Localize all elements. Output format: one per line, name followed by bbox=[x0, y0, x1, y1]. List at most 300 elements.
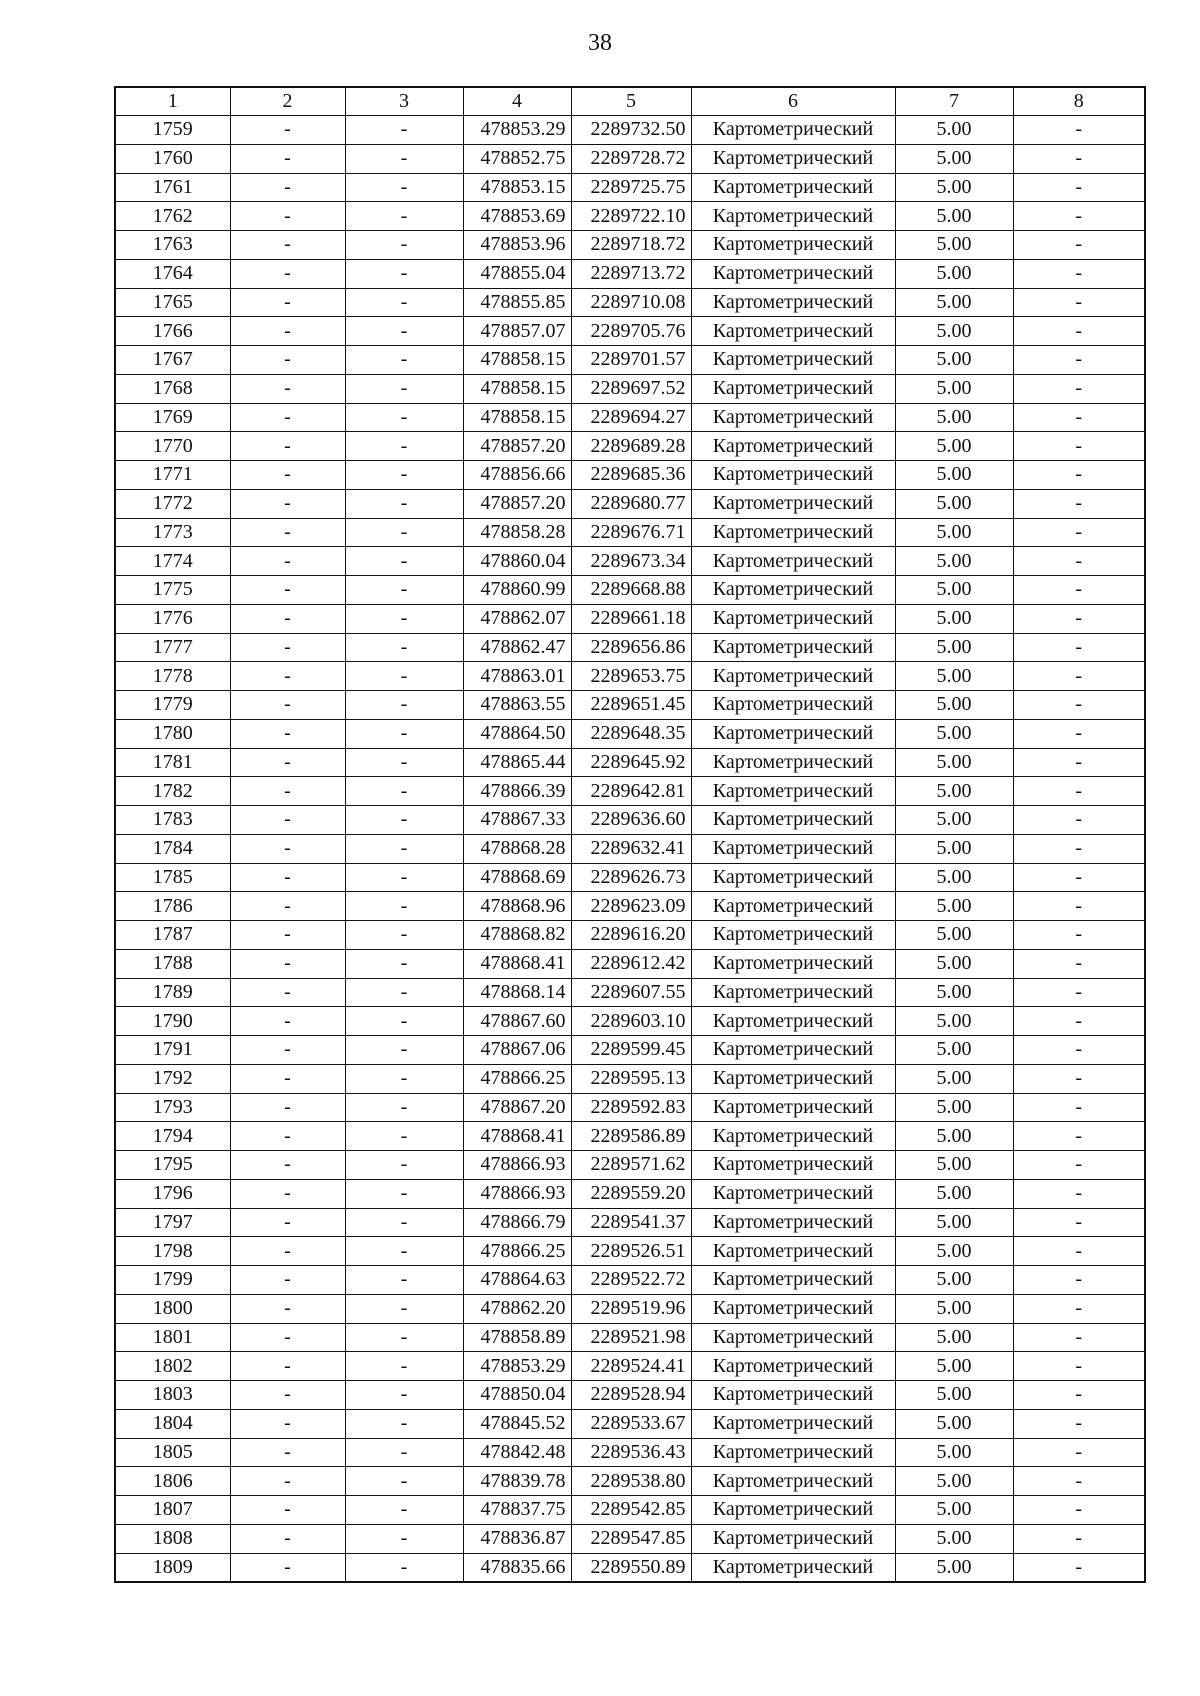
col2-cell: - bbox=[230, 1122, 345, 1151]
table-row bbox=[115, 949, 1145, 978]
x-coordinate-cell: 478865.44 bbox=[463, 748, 571, 777]
x-coordinate-cell: 478856.66 bbox=[463, 461, 571, 490]
point-number-cell: 1800 bbox=[115, 1294, 230, 1323]
col2-cell: - bbox=[230, 317, 345, 346]
col8-cell: - bbox=[1013, 576, 1145, 605]
x-coordinate-cell: 478845.52 bbox=[463, 1409, 571, 1438]
y-coordinate-cell: 2289599.45 bbox=[571, 1036, 691, 1065]
y-coordinate-cell: 2289705.76 bbox=[571, 317, 691, 346]
x-coordinate-cell: 478858.15 bbox=[463, 403, 571, 432]
col3-cell: - bbox=[345, 1266, 463, 1295]
method-cell: Картометрический bbox=[691, 576, 895, 605]
x-coordinate-cell: 478868.28 bbox=[463, 834, 571, 863]
method-cell: Картометрический bbox=[691, 863, 895, 892]
x-coordinate-cell: 478867.20 bbox=[463, 1093, 571, 1122]
y-coordinate-cell: 2289526.51 bbox=[571, 1237, 691, 1266]
col3-cell: - bbox=[345, 173, 463, 202]
accuracy-cell: 5.00 bbox=[895, 1496, 1013, 1525]
y-coordinate-cell: 2289653.75 bbox=[571, 662, 691, 691]
table-row bbox=[115, 1036, 1145, 1065]
x-coordinate-cell: 478864.50 bbox=[463, 719, 571, 748]
col3-cell: - bbox=[345, 259, 463, 288]
x-coordinate-cell: 478853.15 bbox=[463, 173, 571, 202]
col8-cell: - bbox=[1013, 1036, 1145, 1065]
y-coordinate-cell: 2289645.92 bbox=[571, 748, 691, 777]
table-row bbox=[115, 231, 1145, 260]
y-coordinate-cell: 2289632.41 bbox=[571, 834, 691, 863]
col8-cell: - bbox=[1013, 116, 1145, 145]
x-coordinate-cell: 478862.20 bbox=[463, 1294, 571, 1323]
method-cell: Картометрический bbox=[691, 173, 895, 202]
y-coordinate-cell: 2289528.94 bbox=[571, 1381, 691, 1410]
point-number-cell: 1766 bbox=[115, 317, 230, 346]
table-row bbox=[115, 691, 1145, 720]
table-row bbox=[115, 1496, 1145, 1525]
method-cell: Картометрический bbox=[691, 1179, 895, 1208]
method-cell: Картометрический bbox=[691, 317, 895, 346]
col8-cell: - bbox=[1013, 202, 1145, 231]
y-coordinate-cell: 2289636.60 bbox=[571, 806, 691, 835]
col2-cell: - bbox=[230, 1553, 345, 1582]
method-cell: Картометрический bbox=[691, 1352, 895, 1381]
table-row bbox=[115, 863, 1145, 892]
col2-cell: - bbox=[230, 346, 345, 375]
table-row bbox=[115, 1266, 1145, 1295]
y-coordinate-cell: 2289701.57 bbox=[571, 346, 691, 375]
col3-cell: - bbox=[345, 1323, 463, 1352]
y-coordinate-cell: 2289697.52 bbox=[571, 374, 691, 403]
x-coordinate-cell: 478853.96 bbox=[463, 231, 571, 260]
method-cell: Картометрический bbox=[691, 777, 895, 806]
col3-cell: - bbox=[345, 691, 463, 720]
page-number: 38 bbox=[588, 30, 612, 56]
col8-cell: - bbox=[1013, 1409, 1145, 1438]
accuracy-cell: 5.00 bbox=[895, 633, 1013, 662]
table-row bbox=[115, 288, 1145, 317]
col2-cell: - bbox=[230, 633, 345, 662]
point-number-cell: 1791 bbox=[115, 1036, 230, 1065]
table-row bbox=[115, 978, 1145, 1007]
accuracy-cell: 5.00 bbox=[895, 461, 1013, 490]
accuracy-cell: 5.00 bbox=[895, 662, 1013, 691]
col3-cell: - bbox=[345, 863, 463, 892]
y-coordinate-cell: 2289676.71 bbox=[571, 518, 691, 547]
col3-cell: - bbox=[345, 1122, 463, 1151]
method-cell: Картометрический bbox=[691, 1007, 895, 1036]
point-number-cell: 1793 bbox=[115, 1093, 230, 1122]
point-number-cell: 1789 bbox=[115, 978, 230, 1007]
col3-cell: - bbox=[345, 748, 463, 777]
accuracy-cell: 5.00 bbox=[895, 374, 1013, 403]
method-cell: Картометрический bbox=[691, 547, 895, 576]
accuracy-cell: 5.00 bbox=[895, 921, 1013, 950]
x-coordinate-cell: 478835.66 bbox=[463, 1553, 571, 1582]
accuracy-cell: 5.00 bbox=[895, 691, 1013, 720]
table-row bbox=[115, 892, 1145, 921]
y-coordinate-cell: 2289668.88 bbox=[571, 576, 691, 605]
y-coordinate-cell: 2289661.18 bbox=[571, 604, 691, 633]
col8-cell: - bbox=[1013, 1237, 1145, 1266]
col2-cell: - bbox=[230, 231, 345, 260]
y-coordinate-cell: 2289713.72 bbox=[571, 259, 691, 288]
accuracy-cell: 5.00 bbox=[895, 1467, 1013, 1496]
y-coordinate-cell: 2289612.42 bbox=[571, 949, 691, 978]
col8-cell: - bbox=[1013, 892, 1145, 921]
header-row bbox=[115, 87, 1145, 116]
y-coordinate-cell: 2289538.80 bbox=[571, 1467, 691, 1496]
y-coordinate-cell: 2289522.72 bbox=[571, 1266, 691, 1295]
table-row bbox=[115, 374, 1145, 403]
col8-cell: - bbox=[1013, 432, 1145, 461]
accuracy-cell: 5.00 bbox=[895, 719, 1013, 748]
col3-cell: - bbox=[345, 777, 463, 806]
y-coordinate-cell: 2289616.20 bbox=[571, 921, 691, 950]
accuracy-cell: 5.00 bbox=[895, 978, 1013, 1007]
y-coordinate-cell: 2289689.28 bbox=[571, 432, 691, 461]
col8-cell: - bbox=[1013, 633, 1145, 662]
col2-cell: - bbox=[230, 1266, 345, 1295]
x-coordinate-cell: 478857.20 bbox=[463, 489, 571, 518]
column-header: 1 bbox=[115, 87, 230, 116]
col3-cell: - bbox=[345, 116, 463, 145]
col2-cell: - bbox=[230, 1237, 345, 1266]
col2-cell: - bbox=[230, 1496, 345, 1525]
accuracy-cell: 5.00 bbox=[895, 432, 1013, 461]
col3-cell: - bbox=[345, 1093, 463, 1122]
col8-cell: - bbox=[1013, 1294, 1145, 1323]
x-coordinate-cell: 478839.78 bbox=[463, 1467, 571, 1496]
y-coordinate-cell: 2289680.77 bbox=[571, 489, 691, 518]
col2-cell: - bbox=[230, 432, 345, 461]
col8-cell: - bbox=[1013, 518, 1145, 547]
col3-cell: - bbox=[345, 231, 463, 260]
table-header bbox=[115, 87, 1145, 116]
col2-cell: - bbox=[230, 489, 345, 518]
x-coordinate-cell: 478867.06 bbox=[463, 1036, 571, 1065]
col3-cell: - bbox=[345, 547, 463, 576]
y-coordinate-cell: 2289542.85 bbox=[571, 1496, 691, 1525]
x-coordinate-cell: 478863.55 bbox=[463, 691, 571, 720]
accuracy-cell: 5.00 bbox=[895, 1064, 1013, 1093]
point-number-cell: 1779 bbox=[115, 691, 230, 720]
col3-cell: - bbox=[345, 1208, 463, 1237]
col2-cell: - bbox=[230, 1007, 345, 1036]
col8-cell: - bbox=[1013, 317, 1145, 346]
accuracy-cell: 5.00 bbox=[895, 173, 1013, 202]
accuracy-cell: 5.00 bbox=[895, 892, 1013, 921]
y-coordinate-cell: 2289728.72 bbox=[571, 144, 691, 173]
method-cell: Картометрический bbox=[691, 1496, 895, 1525]
col8-cell: - bbox=[1013, 777, 1145, 806]
col8-cell: - bbox=[1013, 604, 1145, 633]
accuracy-cell: 5.00 bbox=[895, 489, 1013, 518]
table-row bbox=[115, 116, 1145, 145]
col3-cell: - bbox=[345, 461, 463, 490]
col8-cell: - bbox=[1013, 921, 1145, 950]
column-header: 5 bbox=[571, 87, 691, 116]
point-number-cell: 1771 bbox=[115, 461, 230, 490]
accuracy-cell: 5.00 bbox=[895, 576, 1013, 605]
x-coordinate-cell: 478858.15 bbox=[463, 346, 571, 375]
col8-cell: - bbox=[1013, 1151, 1145, 1180]
point-number-cell: 1785 bbox=[115, 863, 230, 892]
method-cell: Картометрический bbox=[691, 1294, 895, 1323]
y-coordinate-cell: 2289694.27 bbox=[571, 403, 691, 432]
col8-cell: - bbox=[1013, 1496, 1145, 1525]
point-number-cell: 1802 bbox=[115, 1352, 230, 1381]
col3-cell: - bbox=[345, 719, 463, 748]
point-number-cell: 1770 bbox=[115, 432, 230, 461]
point-number-cell: 1781 bbox=[115, 748, 230, 777]
col3-cell: - bbox=[345, 1064, 463, 1093]
method-cell: Картометрический bbox=[691, 259, 895, 288]
table-row bbox=[115, 1122, 1145, 1151]
col2-cell: - bbox=[230, 1179, 345, 1208]
table-row bbox=[115, 1007, 1145, 1036]
table-row bbox=[115, 489, 1145, 518]
y-coordinate-cell: 2289710.08 bbox=[571, 288, 691, 317]
table-row bbox=[115, 662, 1145, 691]
col8-cell: - bbox=[1013, 461, 1145, 490]
col3-cell: - bbox=[345, 921, 463, 950]
col3-cell: - bbox=[345, 317, 463, 346]
col2-cell: - bbox=[230, 576, 345, 605]
accuracy-cell: 5.00 bbox=[895, 1093, 1013, 1122]
x-coordinate-cell: 478866.93 bbox=[463, 1151, 571, 1180]
col3-cell: - bbox=[345, 1151, 463, 1180]
col8-cell: - bbox=[1013, 1467, 1145, 1496]
col3-cell: - bbox=[345, 1007, 463, 1036]
table-row bbox=[115, 1237, 1145, 1266]
table-row bbox=[115, 547, 1145, 576]
x-coordinate-cell: 478836.87 bbox=[463, 1524, 571, 1553]
y-coordinate-cell: 2289541.37 bbox=[571, 1208, 691, 1237]
accuracy-cell: 5.00 bbox=[895, 1553, 1013, 1582]
col2-cell: - bbox=[230, 662, 345, 691]
method-cell: Картометрический bbox=[691, 1409, 895, 1438]
point-number-cell: 1774 bbox=[115, 547, 230, 576]
col8-cell: - bbox=[1013, 173, 1145, 202]
col2-cell: - bbox=[230, 1409, 345, 1438]
table-row bbox=[115, 921, 1145, 950]
accuracy-cell: 5.00 bbox=[895, 949, 1013, 978]
point-number-cell: 1803 bbox=[115, 1381, 230, 1410]
method-cell: Картометрический bbox=[691, 921, 895, 950]
y-coordinate-cell: 2289547.85 bbox=[571, 1524, 691, 1553]
col2-cell: - bbox=[230, 547, 345, 576]
col2-cell: - bbox=[230, 777, 345, 806]
x-coordinate-cell: 478858.28 bbox=[463, 518, 571, 547]
point-number-cell: 1809 bbox=[115, 1553, 230, 1582]
x-coordinate-cell: 478868.41 bbox=[463, 949, 571, 978]
point-number-cell: 1759 bbox=[115, 116, 230, 145]
table-row bbox=[115, 1524, 1145, 1553]
column-header: 6 bbox=[691, 87, 895, 116]
y-coordinate-cell: 2289521.98 bbox=[571, 1323, 691, 1352]
method-cell: Картометрический bbox=[691, 978, 895, 1007]
col2-cell: - bbox=[230, 1381, 345, 1410]
x-coordinate-cell: 478868.69 bbox=[463, 863, 571, 892]
col3-cell: - bbox=[345, 1553, 463, 1582]
point-number-cell: 1801 bbox=[115, 1323, 230, 1352]
col8-cell: - bbox=[1013, 489, 1145, 518]
accuracy-cell: 5.00 bbox=[895, 1179, 1013, 1208]
accuracy-cell: 5.00 bbox=[895, 116, 1013, 145]
x-coordinate-cell: 478837.75 bbox=[463, 1496, 571, 1525]
col3-cell: - bbox=[345, 978, 463, 1007]
y-coordinate-cell: 2289550.89 bbox=[571, 1553, 691, 1582]
accuracy-cell: 5.00 bbox=[895, 748, 1013, 777]
col3-cell: - bbox=[345, 1294, 463, 1323]
point-number-cell: 1806 bbox=[115, 1467, 230, 1496]
col2-cell: - bbox=[230, 1093, 345, 1122]
method-cell: Картометрический bbox=[691, 1237, 895, 1266]
col2-cell: - bbox=[230, 403, 345, 432]
y-coordinate-cell: 2289656.86 bbox=[571, 633, 691, 662]
col8-cell: - bbox=[1013, 691, 1145, 720]
col2-cell: - bbox=[230, 719, 345, 748]
table-row bbox=[115, 518, 1145, 547]
coordinates-table bbox=[114, 86, 1146, 1583]
accuracy-cell: 5.00 bbox=[895, 1237, 1013, 1266]
col2-cell: - bbox=[230, 806, 345, 835]
x-coordinate-cell: 478866.93 bbox=[463, 1179, 571, 1208]
method-cell: Картометрический bbox=[691, 374, 895, 403]
method-cell: Картометрический bbox=[691, 1122, 895, 1151]
col2-cell: - bbox=[230, 1467, 345, 1496]
y-coordinate-cell: 2289603.10 bbox=[571, 1007, 691, 1036]
y-coordinate-cell: 2289718.72 bbox=[571, 231, 691, 260]
method-cell: Картометрический bbox=[691, 288, 895, 317]
col2-cell: - bbox=[230, 978, 345, 1007]
point-number-cell: 1761 bbox=[115, 173, 230, 202]
y-coordinate-cell: 2289623.09 bbox=[571, 892, 691, 921]
x-coordinate-cell: 478858.89 bbox=[463, 1323, 571, 1352]
accuracy-cell: 5.00 bbox=[895, 1007, 1013, 1036]
table-body bbox=[115, 116, 1145, 1583]
col3-cell: - bbox=[345, 1438, 463, 1467]
table-row bbox=[115, 1093, 1145, 1122]
point-number-cell: 1772 bbox=[115, 489, 230, 518]
point-number-cell: 1782 bbox=[115, 777, 230, 806]
y-coordinate-cell: 2289626.73 bbox=[571, 863, 691, 892]
col2-cell: - bbox=[230, 1208, 345, 1237]
method-cell: Картометрический bbox=[691, 202, 895, 231]
column-header: 2 bbox=[230, 87, 345, 116]
col8-cell: - bbox=[1013, 144, 1145, 173]
col2-cell: - bbox=[230, 604, 345, 633]
col8-cell: - bbox=[1013, 259, 1145, 288]
accuracy-cell: 5.00 bbox=[895, 547, 1013, 576]
col3-cell: - bbox=[345, 1179, 463, 1208]
point-number-cell: 1768 bbox=[115, 374, 230, 403]
x-coordinate-cell: 478857.07 bbox=[463, 317, 571, 346]
col8-cell: - bbox=[1013, 748, 1145, 777]
x-coordinate-cell: 478860.99 bbox=[463, 576, 571, 605]
col8-cell: - bbox=[1013, 1438, 1145, 1467]
col2-cell: - bbox=[230, 834, 345, 863]
col2-cell: - bbox=[230, 748, 345, 777]
col8-cell: - bbox=[1013, 374, 1145, 403]
point-number-cell: 1760 bbox=[115, 144, 230, 173]
col8-cell: - bbox=[1013, 863, 1145, 892]
x-coordinate-cell: 478842.48 bbox=[463, 1438, 571, 1467]
point-number-cell: 1792 bbox=[115, 1064, 230, 1093]
col3-cell: - bbox=[345, 1352, 463, 1381]
method-cell: Картометрический bbox=[691, 719, 895, 748]
accuracy-cell: 5.00 bbox=[895, 1438, 1013, 1467]
method-cell: Картометрический bbox=[691, 892, 895, 921]
col3-cell: - bbox=[345, 633, 463, 662]
col8-cell: - bbox=[1013, 288, 1145, 317]
table-row bbox=[115, 1208, 1145, 1237]
point-number-cell: 1769 bbox=[115, 403, 230, 432]
accuracy-cell: 5.00 bbox=[895, 1352, 1013, 1381]
point-number-cell: 1790 bbox=[115, 1007, 230, 1036]
col2-cell: - bbox=[230, 1294, 345, 1323]
y-coordinate-cell: 2289673.34 bbox=[571, 547, 691, 576]
table-row bbox=[115, 1467, 1145, 1496]
method-cell: Картометрический bbox=[691, 633, 895, 662]
x-coordinate-cell: 478860.04 bbox=[463, 547, 571, 576]
accuracy-cell: 5.00 bbox=[895, 403, 1013, 432]
method-cell: Картометрический bbox=[691, 691, 895, 720]
y-coordinate-cell: 2289536.43 bbox=[571, 1438, 691, 1467]
point-number-cell: 1775 bbox=[115, 576, 230, 605]
x-coordinate-cell: 478867.60 bbox=[463, 1007, 571, 1036]
method-cell: Картометрический bbox=[691, 489, 895, 518]
y-coordinate-cell: 2289571.62 bbox=[571, 1151, 691, 1180]
col8-cell: - bbox=[1013, 1122, 1145, 1151]
point-number-cell: 1780 bbox=[115, 719, 230, 748]
col8-cell: - bbox=[1013, 346, 1145, 375]
method-cell: Картометрический bbox=[691, 432, 895, 461]
table-row bbox=[115, 1553, 1145, 1582]
point-number-cell: 1777 bbox=[115, 633, 230, 662]
point-number-cell: 1804 bbox=[115, 1409, 230, 1438]
col3-cell: - bbox=[345, 1467, 463, 1496]
accuracy-cell: 5.00 bbox=[895, 1323, 1013, 1352]
method-cell: Картометрический bbox=[691, 949, 895, 978]
x-coordinate-cell: 478866.39 bbox=[463, 777, 571, 806]
accuracy-cell: 5.00 bbox=[895, 346, 1013, 375]
col3-cell: - bbox=[345, 604, 463, 633]
col8-cell: - bbox=[1013, 1352, 1145, 1381]
point-number-cell: 1797 bbox=[115, 1208, 230, 1237]
col3-cell: - bbox=[345, 432, 463, 461]
point-number-cell: 1795 bbox=[115, 1151, 230, 1180]
y-coordinate-cell: 2289648.35 bbox=[571, 719, 691, 748]
col8-cell: - bbox=[1013, 1323, 1145, 1352]
point-number-cell: 1764 bbox=[115, 259, 230, 288]
point-number-cell: 1808 bbox=[115, 1524, 230, 1553]
table-row bbox=[115, 1438, 1145, 1467]
method-cell: Картометрический bbox=[691, 518, 895, 547]
col2-cell: - bbox=[230, 1352, 345, 1381]
column-header: 3 bbox=[345, 87, 463, 116]
x-coordinate-cell: 478862.47 bbox=[463, 633, 571, 662]
col3-cell: - bbox=[345, 949, 463, 978]
table-row bbox=[115, 777, 1145, 806]
point-number-cell: 1794 bbox=[115, 1122, 230, 1151]
table-row bbox=[115, 259, 1145, 288]
y-coordinate-cell: 2289685.36 bbox=[571, 461, 691, 490]
accuracy-cell: 5.00 bbox=[895, 1524, 1013, 1553]
col8-cell: - bbox=[1013, 806, 1145, 835]
table-row bbox=[115, 604, 1145, 633]
y-coordinate-cell: 2289732.50 bbox=[571, 116, 691, 145]
col8-cell: - bbox=[1013, 1381, 1145, 1410]
